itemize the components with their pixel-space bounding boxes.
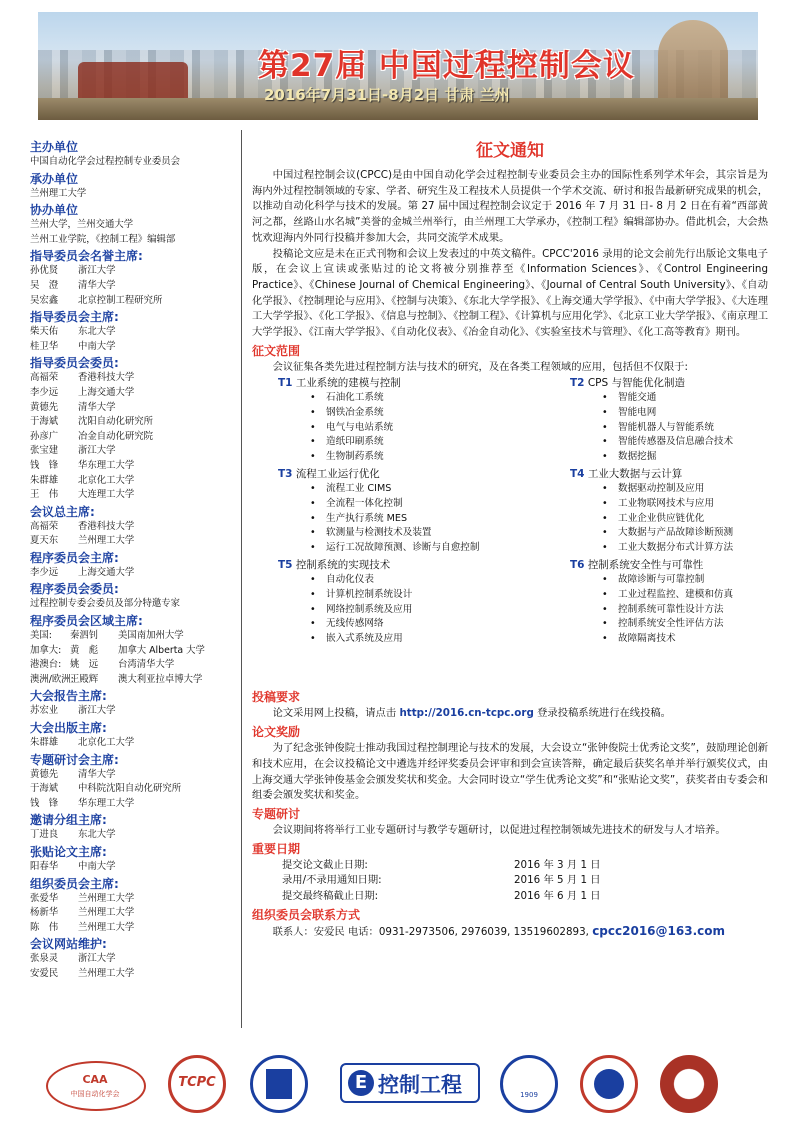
topic-item: • 网络控制系统及应用 bbox=[310, 603, 528, 618]
topic-title bbox=[278, 557, 528, 573]
member-name: 高福荣 bbox=[30, 520, 59, 532]
member-name: 安爱民 bbox=[30, 967, 59, 979]
member-affiliation: 华东理工大学 bbox=[78, 459, 135, 471]
topic-item: • 无线传感网络 bbox=[310, 617, 528, 632]
date-label: 录用/不录用通知日期: bbox=[282, 874, 382, 887]
member-name: 夏天东 bbox=[30, 535, 59, 547]
committee-heading: 承办单位 bbox=[30, 171, 79, 186]
member-affiliation: 北京控制工程研究所 bbox=[78, 294, 163, 306]
committee-member bbox=[30, 415, 238, 430]
tcpc-logo-abbr: TCPC bbox=[178, 1075, 216, 1090]
committee-member bbox=[30, 828, 238, 843]
member-affiliation: 北京化工大学 bbox=[78, 737, 135, 749]
scope-text: 会议征集各类先进过程控制方法与技术的研究，及在各类工程领域的应用，包括但不仅限于: bbox=[272, 360, 688, 373]
topic-name: 流程工业运行优化 bbox=[295, 468, 380, 481]
ce-logo-name: 控制工程 bbox=[378, 1073, 462, 1097]
member-affiliation: 东北大学 bbox=[78, 326, 116, 338]
member-name: 黄德先 bbox=[30, 768, 59, 780]
award-text: 为了纪念张钟俊院士推动我国过程控制理论与技术的发展，大会设立“张钟俊院士优秀论文奖”，鼓励理论创新和技术应用，在会议投稿论文中遴选并经评奖委员会评审和到会宣读答辩，确定最后获奖名单并举行颁奖仪式，由上海交通大学张钟俊基金会颁发奖状和奖金。大会同时设立“学生优秀论文奖”和“张贴论文奖”，获奖者由专委会和组委会颁发奖状和奖金。 bbox=[252, 742, 768, 802]
member-affiliation: 美国南加州大学 bbox=[118, 630, 184, 642]
committee-text: 过程控制专委会委员及部分特邀专家 bbox=[30, 598, 181, 610]
committee-heading: 协办单位 bbox=[30, 203, 79, 218]
committee-member bbox=[30, 644, 238, 659]
committee-heading: 会议网站维护: bbox=[30, 937, 107, 952]
contact-heading: 组织委员会联系方式 bbox=[252, 907, 361, 922]
member-affiliation: 中南大学 bbox=[78, 861, 116, 872]
ce-logo-letter: E bbox=[348, 1070, 374, 1096]
committee-heading: 会议总主席: bbox=[30, 504, 95, 519]
committee-member bbox=[30, 520, 238, 535]
committee-member bbox=[30, 386, 238, 401]
topic-item: • 石油化工系统 bbox=[310, 391, 528, 406]
member-name: 陈 伟 bbox=[30, 921, 59, 933]
member-affiliation: 浙江大学 bbox=[78, 705, 116, 717]
member-affiliation: 兰州理工大学 bbox=[78, 967, 135, 979]
member-affiliation: 上海交通大学 bbox=[78, 386, 135, 398]
committee-member bbox=[30, 218, 238, 233]
topic-item: • 流程工业 CIMS bbox=[310, 482, 528, 497]
member-name: 张泉灵 bbox=[30, 953, 59, 965]
committee-member bbox=[30, 444, 238, 459]
page-title: 征文通知 bbox=[476, 141, 544, 161]
topic-title bbox=[278, 375, 528, 391]
member-name: 吴 澄 bbox=[30, 279, 59, 291]
member-name: 黄德先 bbox=[30, 401, 59, 413]
call-for-papers-column bbox=[252, 140, 768, 940]
date-label: 提交论文截止日期: bbox=[282, 858, 368, 871]
member-name: 张爱华 bbox=[30, 892, 59, 904]
committee-member bbox=[30, 629, 238, 644]
date-row bbox=[282, 873, 768, 889]
date-value: 2016 年 5 月 1 日 bbox=[514, 874, 601, 887]
member-name: 李少远 bbox=[30, 566, 59, 578]
committee-heading: 大会出版主席: bbox=[30, 721, 107, 736]
committee-member bbox=[30, 921, 238, 936]
member-name: 钱 锋 bbox=[30, 797, 59, 809]
special-text: 会议期间将将举行工业专题研讨与教学专题研讨，以促进过程控制领域先进技术的研发与人才培养。 bbox=[272, 823, 726, 836]
committee-member bbox=[30, 534, 238, 549]
member-affiliation: 台湾清华大学 bbox=[118, 659, 175, 671]
lzu-logo bbox=[500, 1055, 564, 1113]
committee-heading: 主办单位 bbox=[30, 140, 79, 154]
committee-member bbox=[30, 488, 238, 503]
topic-item: • 软测量与检测技术及装置 bbox=[310, 526, 528, 541]
member-affiliation: 清华大学 bbox=[78, 768, 116, 780]
committee-member bbox=[30, 340, 238, 355]
member-affiliation: 中南大学 bbox=[78, 340, 116, 352]
member-region: 港澳台: bbox=[30, 659, 62, 671]
member-name: 孙优贤 bbox=[30, 265, 59, 277]
caa-logo bbox=[40, 1055, 150, 1113]
member-name: 钱 锋 bbox=[30, 459, 59, 471]
committee-heading: 邀请分组主席: bbox=[30, 813, 107, 828]
topic-code: T4 bbox=[570, 468, 585, 481]
contact-email[interactable]: cpcc2016@163.com bbox=[592, 923, 725, 938]
committee-text: 兰州工业学院，《控制工程》编辑部 bbox=[30, 233, 176, 245]
topics-left-column bbox=[278, 375, 528, 648]
member-region: 美国: bbox=[30, 630, 52, 642]
topic-item: • 计算机控制系统设计 bbox=[310, 588, 528, 603]
topic-list bbox=[278, 573, 528, 646]
lzut-logo bbox=[250, 1055, 320, 1113]
conference-title: 第27届 中国过程控制会议 bbox=[258, 48, 635, 84]
date-row bbox=[282, 858, 768, 874]
member-region: 加拿大: bbox=[30, 644, 62, 656]
topics-right-column bbox=[570, 375, 794, 648]
topic-title bbox=[278, 466, 528, 482]
topic-item: • 生物制药系统 bbox=[310, 450, 528, 465]
committee-member bbox=[30, 371, 238, 386]
caa-logo-name: 中国自动化学会 bbox=[70, 1090, 120, 1098]
topic-item: • 智能交通 bbox=[602, 391, 794, 406]
committee-heading: 大会报告主席: bbox=[30, 689, 107, 704]
lit-logo-year: 1912 bbox=[680, 1089, 698, 1097]
committee-member bbox=[30, 459, 238, 474]
topic-list bbox=[570, 391, 794, 464]
caa-logo-abbr: CAA bbox=[82, 1073, 108, 1086]
committee-member bbox=[30, 474, 238, 489]
topic-code: T2 bbox=[570, 377, 585, 390]
lzjtu-logo bbox=[580, 1055, 644, 1113]
member-affiliation: 清华大学 bbox=[78, 401, 116, 413]
committee-member bbox=[30, 430, 238, 445]
date-value: 2016 年 3 月 1 日 bbox=[514, 858, 601, 871]
topic-name: CPS 与智能优化制造 bbox=[587, 377, 685, 390]
committee-member bbox=[30, 952, 238, 967]
member-name: 黄 彪 bbox=[70, 644, 99, 656]
committee-member bbox=[30, 658, 238, 673]
contact-info: 联系人：安爱民 电话：0931-2973506, 2976039, 13519602893, bbox=[272, 925, 593, 938]
scope-heading: 征文范围 bbox=[252, 343, 301, 358]
member-affiliation: 香港科技大学 bbox=[78, 372, 135, 384]
committee-heading: 组织委员会主席: bbox=[30, 876, 119, 891]
topic-list bbox=[570, 482, 794, 555]
member-name: 王殿辉 bbox=[70, 673, 99, 685]
committee-text: 兰州大学，兰州交通大学 bbox=[30, 219, 134, 231]
member-affiliation: 香港科技大学 bbox=[78, 520, 135, 532]
special-heading: 专题研讨 bbox=[252, 806, 301, 821]
committee-member bbox=[30, 279, 238, 294]
committee-text: 兰州理工大学 bbox=[30, 187, 87, 199]
topic-list bbox=[570, 573, 794, 646]
committee-member bbox=[30, 294, 238, 309]
submission-heading: 投稿要求 bbox=[252, 690, 301, 705]
member-affiliation: 上海交通大学 bbox=[78, 566, 135, 578]
topic-name: 工业系统的建模与控制 bbox=[295, 377, 401, 390]
member-affiliation: 兰州理工大学 bbox=[78, 921, 135, 933]
member-affiliation: 兰州理工大学 bbox=[78, 892, 135, 904]
topic-item: • 故障诊断与可靠控制 bbox=[602, 573, 794, 588]
member-affiliation: 清华大学 bbox=[78, 279, 116, 291]
committee-heading: 张贴论文主席: bbox=[30, 845, 107, 859]
committee-member bbox=[30, 566, 238, 581]
topic-item: • 全流程一体化控制 bbox=[310, 497, 528, 512]
committee-heading: 专题研讨会主席: bbox=[30, 752, 119, 767]
member-name: 姚 远 bbox=[70, 659, 99, 671]
member-affiliation: 大连理工大学 bbox=[78, 489, 135, 501]
contact-text bbox=[252, 924, 768, 941]
committee-member bbox=[30, 155, 238, 170]
pagoda-image bbox=[78, 62, 188, 102]
lit-logo bbox=[660, 1055, 724, 1113]
committee-member bbox=[30, 187, 238, 202]
intro-paragraph-2: 投稿论文应是未在正式刊物和会议上发表过的中英文稿件。CPCC'2016 录用的论文会前先行出版论文集电子版，在会议上宣读或张贴过的论文将被分别推荐至《Information Sciences》、《Control Engineering Practice》、《Chinese Journal of Chemical Engineering》、《Journal of Central South University》、《自动化学报》、《控制理论与应用》、《控制与决策》、《东北大学学报》、《上海交通大学学报》、《中南大学学报》、《大连理工大学学报》、《化工学报》、《信息与控制》、《控制工程》、《计算机与应用化学》、《北京工业大学学报》、《南京理工大学学报》、《江南大学学报》、《自动化仪表》、《冶金自动化》、《实验室技术与管理》、《化工高等教育》期刊。 bbox=[252, 247, 768, 339]
date-value: 2016 年 6 月 1 日 bbox=[514, 890, 601, 903]
submission-link[interactable]: http://2016.cn-tcpc.org bbox=[399, 707, 534, 720]
member-affiliation: 沈阳自动化研究所 bbox=[78, 416, 154, 428]
committee-heading: 指导委员会名誉主席: bbox=[30, 249, 143, 264]
committee-member bbox=[30, 233, 238, 248]
member-name: 于海斌 bbox=[30, 783, 59, 795]
member-affiliation: 冶金自动化研究院 bbox=[78, 430, 154, 442]
topic-item: • 工业大数据分布式计算方法 bbox=[602, 541, 794, 556]
member-affiliation: 浙江大学 bbox=[78, 265, 116, 277]
member-name: 杨新华 bbox=[30, 907, 59, 919]
member-affiliation: 兰州理工大学 bbox=[78, 535, 135, 547]
member-name: 李少远 bbox=[30, 386, 59, 398]
member-affiliation: 浙江大学 bbox=[78, 953, 116, 965]
member-affiliation: 浙江大学 bbox=[78, 445, 116, 457]
topic-item: • 数据挖掘 bbox=[602, 450, 794, 465]
topic-item: • 嵌入式系统及应用 bbox=[310, 632, 528, 647]
sponsor-logos bbox=[40, 1055, 755, 1113]
member-name: 于海斌 bbox=[30, 416, 59, 428]
committee-heading: 程序委员会委员: bbox=[30, 582, 119, 597]
topic-title bbox=[570, 557, 794, 573]
committee-member bbox=[30, 704, 238, 719]
topic-item: • 电气与电站系统 bbox=[310, 421, 528, 436]
topic-item: • 生产执行系统 MES bbox=[310, 512, 528, 527]
lzu-logo-year: 1909 bbox=[520, 1091, 538, 1099]
topic-item: • 钢铁冶金系统 bbox=[310, 406, 528, 421]
topic-title bbox=[570, 466, 794, 482]
committee-member bbox=[30, 673, 238, 688]
member-name: 秦泗钊 bbox=[70, 630, 99, 642]
member-name: 朱群雄 bbox=[30, 737, 59, 749]
topics-grid bbox=[252, 375, 768, 687]
committee-member bbox=[30, 967, 238, 982]
topic-item: • 大数据与产品故障诊断预测 bbox=[602, 526, 794, 541]
topic-item: • 数据驱动控制及应用 bbox=[602, 482, 794, 497]
member-affiliation: 华东理工大学 bbox=[78, 797, 135, 809]
committee-heading: 程序委员会区域主席: bbox=[30, 614, 143, 629]
award-heading: 论文奖励 bbox=[252, 725, 301, 740]
control-engineering-logo bbox=[340, 1055, 480, 1113]
topic-item: • 控制系统安全性评估方法 bbox=[602, 617, 794, 632]
member-affiliation: 东北大学 bbox=[78, 829, 116, 841]
committee-member bbox=[30, 797, 238, 812]
committee-heading: 指导委员会主席: bbox=[30, 310, 119, 325]
submission-pre: 论文采用网上投稿，请点击 bbox=[272, 707, 400, 720]
date-label: 提交最终稿截止日期: bbox=[282, 890, 379, 903]
committee-member bbox=[30, 892, 238, 907]
committee-column bbox=[30, 138, 238, 982]
topic-item: • 故障隔离技术 bbox=[602, 632, 794, 647]
member-name: 吴宏鑫 bbox=[30, 294, 59, 306]
member-name: 桂卫华 bbox=[30, 340, 59, 352]
submission-text bbox=[252, 706, 768, 722]
column-divider bbox=[241, 130, 242, 1028]
committee-heading: 指导委员会委员: bbox=[30, 356, 119, 371]
committee-member bbox=[30, 401, 238, 416]
dates-heading: 重要日期 bbox=[252, 841, 301, 856]
topic-item: • 智能电网 bbox=[602, 406, 794, 421]
member-name: 张宝建 bbox=[30, 445, 59, 457]
topic-code: T3 bbox=[278, 468, 293, 481]
important-dates bbox=[252, 858, 768, 905]
conference-date-location: 2016年7月31日-8月2日 甘肃 兰州 bbox=[264, 86, 510, 104]
committee-member bbox=[30, 325, 238, 340]
topic-code: T1 bbox=[278, 377, 293, 390]
committee-text: 中国自动化学会过程控制专业委员会 bbox=[30, 156, 181, 167]
member-affiliation: 澳大利亚拉卓博大学 bbox=[118, 673, 203, 685]
member-name: 柴天佑 bbox=[30, 326, 59, 338]
submission-post: 登录投稿系统进行在线投稿。 bbox=[533, 707, 671, 720]
committee-member bbox=[30, 860, 238, 875]
committee-member bbox=[30, 597, 238, 612]
topic-item: • 控制系统可靠性设计方法 bbox=[602, 603, 794, 618]
committee-member bbox=[30, 264, 238, 279]
committee-member bbox=[30, 782, 238, 797]
topic-code: T5 bbox=[278, 559, 293, 572]
topic-list bbox=[278, 391, 528, 464]
topic-item: • 运行工况故障预测、诊断与自愈控制 bbox=[310, 541, 528, 556]
member-affiliation: 中科院沈阳自动化研究所 bbox=[78, 783, 182, 795]
committee-member bbox=[30, 768, 238, 783]
topic-item: • 工业企业供应链优化 bbox=[602, 512, 794, 527]
topic-item: • 工业物联网技术与应用 bbox=[602, 497, 794, 512]
topic-item: • 智能机器人与智能系统 bbox=[602, 421, 794, 436]
topic-item: • 工业过程监控、建模和仿真 bbox=[602, 588, 794, 603]
member-name: 丁进良 bbox=[30, 829, 59, 841]
topic-name: 控制系统安全性与可靠性 bbox=[587, 559, 704, 572]
intro-paragraph-1: 中国过程控制会议(CPCC)是由中国自动化学会过程控制专业委员会主办的国际性系列学术年会，其宗旨是为海内外过程控制领域的专家、学者、研究生及工程技术人员提供一个学术交流、研讨和报告最新研究成果的机会，以推动自动化科学与技术的发展。第 27 届中国过程控制会议定于 2016 年 7 月 31 日- 8 月 2 日在有着“西部黄河之都，丝路山水名城”美誉的金城兰州举行，由兰州理工大学承办，《控制工程》编辑部协办。借此机会，大会热忱欢迎海内外同行投稿并参加大会，共同交流学术成果。 bbox=[252, 169, 768, 244]
tcpc-logo bbox=[158, 1055, 238, 1113]
date-row bbox=[282, 889, 768, 905]
member-name: 阳春华 bbox=[30, 861, 59, 872]
topic-code: T6 bbox=[570, 559, 585, 572]
topic-name: 工业大数据与云计算 bbox=[587, 468, 683, 481]
committee-member bbox=[30, 906, 238, 921]
member-affiliation: 兰州理工大学 bbox=[78, 907, 135, 919]
member-name: 高福荣 bbox=[30, 372, 59, 384]
member-name: 孙彦广 bbox=[30, 430, 59, 442]
member-affiliation: 加拿大 Alberta 大学 bbox=[118, 644, 205, 656]
member-affiliation: 北京化工大学 bbox=[78, 474, 135, 486]
topic-name: 控制系统的实现技术 bbox=[295, 559, 391, 572]
topic-list bbox=[278, 482, 528, 555]
member-name: 朱群雄 bbox=[30, 474, 59, 486]
topic-item: • 智能传感器及信息融合技术 bbox=[602, 435, 794, 450]
member-name: 苏宏业 bbox=[30, 705, 59, 717]
member-region: 澳洲/欧洲: bbox=[30, 673, 74, 685]
topic-title bbox=[570, 375, 794, 391]
committee-heading: 程序委员会主席: bbox=[30, 550, 119, 565]
committee-member bbox=[30, 736, 238, 751]
topic-item: • 自动化仪表 bbox=[310, 573, 528, 588]
topic-item: • 造纸印刷系统 bbox=[310, 435, 528, 450]
member-name: 王 伟 bbox=[30, 489, 59, 501]
